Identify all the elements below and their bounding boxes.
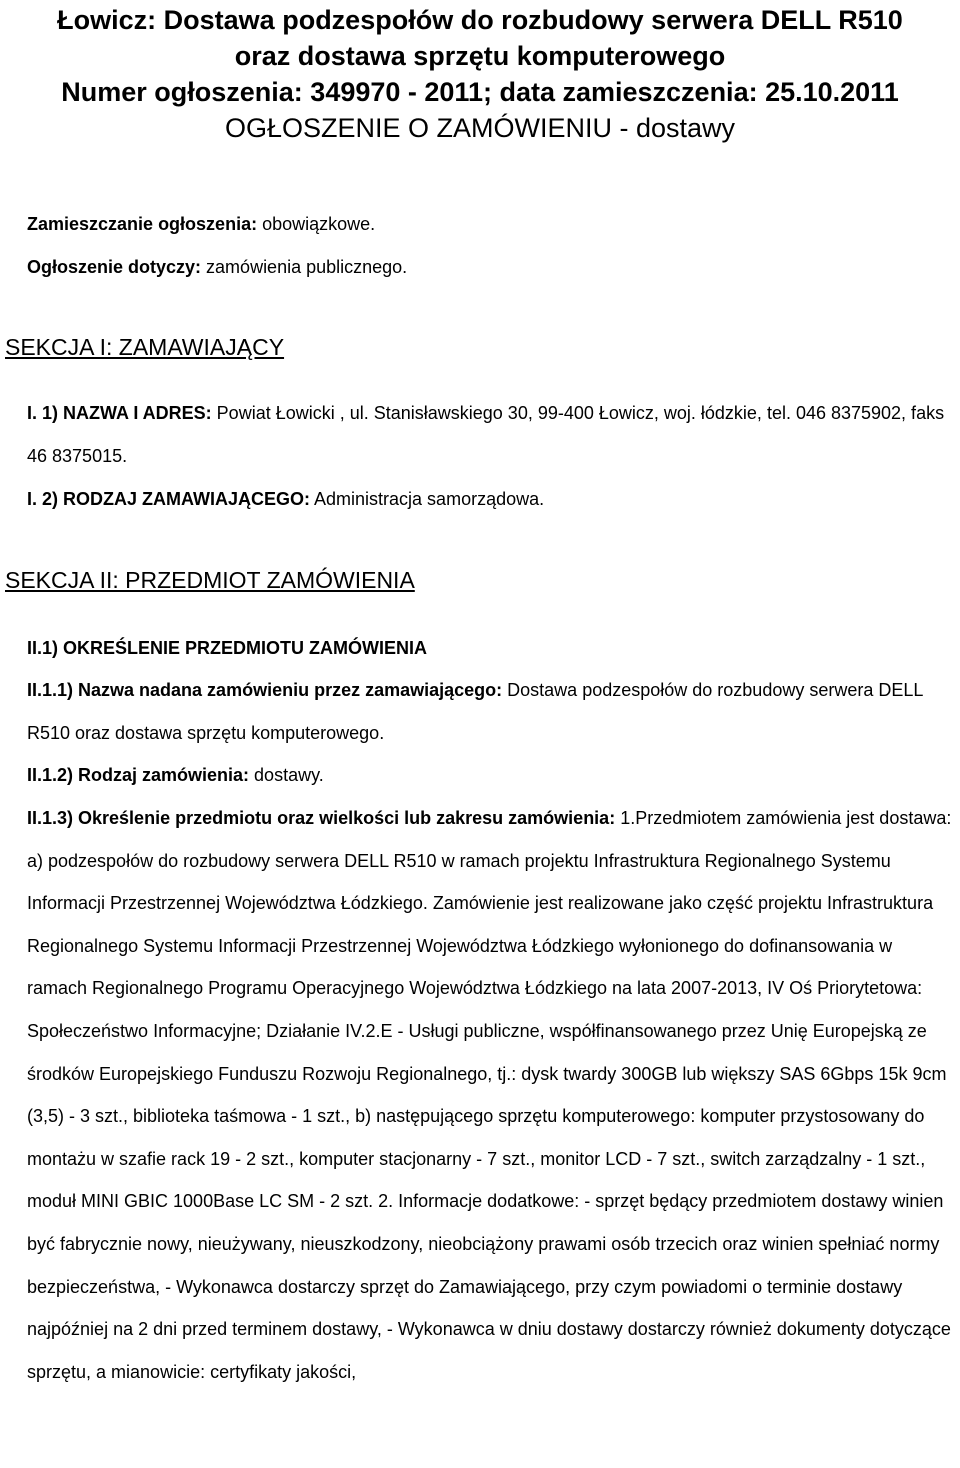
concerns-info bbox=[27, 256, 407, 278]
subject-subheading bbox=[27, 627, 957, 670]
notice-title-line-2: oraz dostawa sprzętu komputerowego bbox=[234, 41, 726, 71]
concerns-value: zamówienia publicznego. bbox=[201, 257, 408, 277]
buyer-type-value: Administracja samorządowa. bbox=[310, 489, 545, 509]
posting-label: Zamieszczanie ogłoszenia: bbox=[27, 214, 258, 234]
buyer-name-value: Powiat Łowicki , ul. Stanisławskiego 30, 99-400 Łowicz, woj. łódzkie, tel. 046 8375902, faks 46 8375015. bbox=[27, 403, 945, 466]
notice-type-line: OGŁOSZENIE O ZAMÓWIENIU - dostawy bbox=[224, 113, 736, 143]
order-scope bbox=[27, 797, 957, 1393]
order-kind bbox=[27, 754, 957, 797]
order-scope-label: II.1.3) Określenie przedmiotu oraz wielkości lub zakresu zamówienia: bbox=[27, 808, 616, 828]
order-scope-value: 1.Przedmiotem zamówienia jest dostawa: a) podzespołów do rozbudowy serwera DELL R510 w ramach projektu Infrastruktura Regionalnego Systemu Informacji Przestrzennej Województwa Łódzkiego. Zamówienie jest realizowane jako część projektu Infrastruktura Regionalnego Systemu Informacji Przestrzennej Województwa Łódzkiego wyłonionego do dofinansowania w ramach Regionalnego Programu Operacyjnego Województwa Łódzkiego na lata 2007-2013, IV Oś Priorytetowa: Społeczeństwo Informacyjne; Działanie IV.2.E - Usługi publiczne, współfinansowanego przez Unię Europejską ze środków Europejskiego Funduszu Rozwoju Regionalnego, tj.: dysk twardy 300GB lub większy SAS 6Gbps 15k 9cm (3,5) - 3 szt., biblioteka taśmowa - 1 szt., b) następującego sprzętu komputerowego: komputer przystosowany do montażu w szafie rack 19 - 2 szt., komputer stacjonarny - 7 szt., monitor LCD - 7 szt., switch zarządzalny - 1 szt., moduł MINI GBIC 1000Base LC SM - 2 szt. 2. Informacje dodatkowe: - sprzęt będący przedmiotem dostawy winien być fabrycznie nowy, nieużywany, nieuszkodzony, nieobciążony prawami osób trzecich oraz winien spełniać normy bezpieczeństwa, - Wykonawca dostarczy sprzęt do Zamawiającego, przy czym powiadomi o terminie dostawy najpóźniej na 2 dni przed terminem dostawy, - Wykonawca w dniu dostawy dostarczy również dokumenty dotyczące sprzętu, a mianowicie: certyfikaty jakości, bbox=[27, 808, 952, 1382]
posting-info bbox=[27, 213, 375, 235]
concerns-label: Ogłoszenie dotyczy: bbox=[27, 257, 202, 277]
notice-header bbox=[0, 0, 960, 146]
posting-value: obowiązkowe. bbox=[257, 214, 376, 234]
order-kind-value: dostawy. bbox=[249, 765, 324, 785]
subject-subheading-text: II.1) OKREŚLENIE PRZEDMIOTU ZAMÓWIENIA bbox=[27, 638, 428, 658]
notice-number-line: Numer ogłoszenia: 349970 - 2011; data zamieszczenia: 25.10.2011 bbox=[61, 77, 899, 107]
order-name bbox=[27, 669, 957, 754]
notice-title-line-1: Łowicz: Dostawa podzespołów do rozbudowy serwera DELL R510 bbox=[57, 5, 903, 35]
order-kind-label: II.1.2) Rodzaj zamówienia: bbox=[27, 765, 250, 785]
section-1-heading: SEKCJA I: ZAMAWIAJĄCY bbox=[5, 334, 285, 360]
buyer-name-label: I. 1) NAZWA I ADRES: bbox=[27, 403, 212, 423]
buyer-type bbox=[27, 478, 957, 521]
section-2-heading: SEKCJA II: PRZEDMIOT ZAMÓWIENIA bbox=[5, 567, 415, 593]
order-name-value: Dostawa podzespołów do rozbudowy serwera DELL R510 oraz dostawa sprzętu komputerowego. bbox=[27, 680, 923, 743]
buyer-name-address bbox=[27, 392, 957, 477]
order-name-label: II.1.1) Nazwa nadana zamówieniu przez zamawiającego: bbox=[27, 680, 503, 700]
buyer-type-label: I. 2) RODZAJ ZAMAWIAJĄCEGO: bbox=[27, 489, 311, 509]
